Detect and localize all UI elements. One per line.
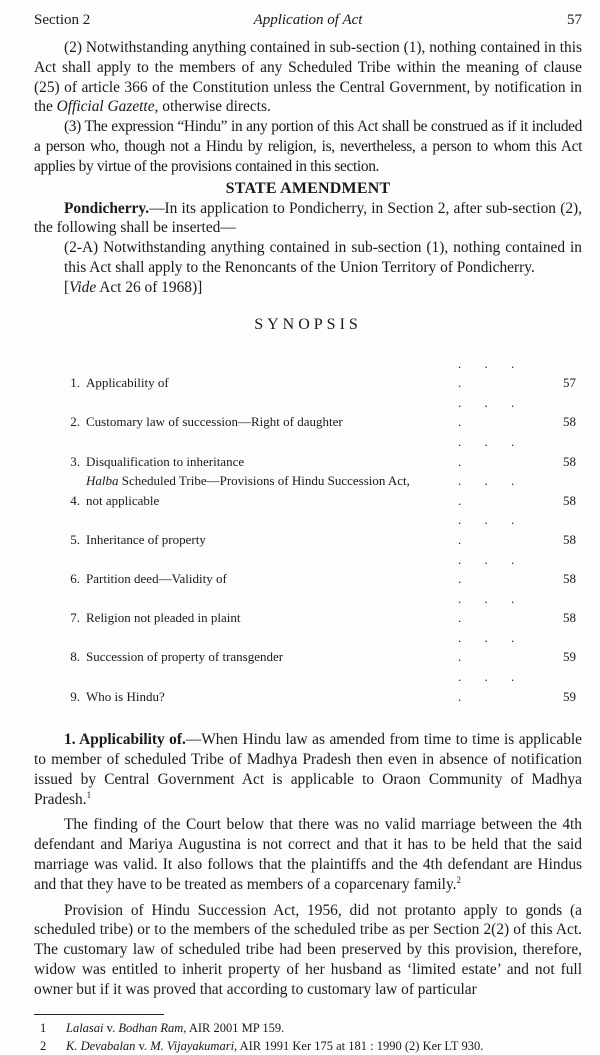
footnote-item: 1 Lalasai v. Bodhan Ram, AIR 2001 MP 159.	[40, 1020, 285, 1035]
synopsis-row: 2. Customary law of succession—Right of daughter . . . . 58	[70, 394, 576, 430]
synopsis-row: 5. Inheritance of property . . . . 58	[70, 512, 576, 547]
footnote-ref: 2	[456, 874, 461, 885]
footnotes	[34, 1019, 582, 1055]
paragraph-subsection-2: (2) Notwithstanding anything contained in sub-section (1), nothing contained in this Act shall apply to the members of any Scheduled Tribe within the meaning of clause (25) of article 366 of the Constitution unless the Central Government, by notification in the Official Gazette, otherwise directs.	[34, 39, 582, 116]
state-amendment-heading: STATE AMENDMENT	[225, 179, 391, 197]
paragraph-subsection-3: (3) The expression “Hindu” in any portion of this Act shall be construed as if it included a person who, though not a Hindu by religion, is, nevertheless, a person to whom this Act applies by virtue of the provisions contained in this section.	[34, 118, 582, 175]
body-paragraph-marriage: The finding of the Court below that there was no valid marriage between the 4th defendant and Mariya Augustina is not correct and that it has to be held that the said marriage was valid. It also follows that the plaintiffs and the 4th defendant are Hindus and that they have to be treated as members of a coparcenary family.$^2$	[34, 816, 582, 893]
header-page-number: 57	[567, 12, 582, 28]
body-paragraph-applicability: 1. Applicability of.—When Hindu law as amended from time to time is applicable to member of scheduled Tribe of Madhya Pradesh then even in absence of notification issued by Central Government Act is applicable to Oraon Community of Madhya Pradesh.$^1$	[34, 731, 582, 808]
synopsis-row: 7. Religion not pleaded in plaint . . . . 58	[70, 590, 576, 626]
synopsis-row: 4. Halba Scheduled Tribe—Provisions of Hindu Succession Act, not applicable . . . . 58	[70, 473, 576, 508]
synopsis-row: 6. Partition deed—Validity of . . . . 58	[70, 551, 576, 587]
synopsis-row: 1. Applicability of . . . . 57	[70, 355, 576, 391]
footnote-ref: 1	[86, 789, 92, 800]
footnote-divider	[34, 1014, 164, 1015]
running-header	[34, 12, 582, 38]
inserted-subsection-2a: (2-A) Notwithstanding anything contained in sub-section (1), nothing contained in this Act shall apply to the Renoncants of the Union Territory of Pondicherry. [Vide Act 26 of 1968)]	[64, 239, 582, 296]
synopsis-row: 8. Succession of property of transgender . . . . 59	[70, 629, 576, 665]
footnote-item: 2 K. Devabalan v. M. Vijayakumari, AIR 1991 Ker 175 at 181 : 1990 (2) Ker LT 930.	[40, 1038, 484, 1053]
synopsis-row: 9. Who is Hindu? . . . . 59	[70, 669, 576, 704]
synopsis-heading: SYNOPSIS	[254, 315, 362, 333]
header-section: Section 2	[34, 12, 91, 28]
synopsis-row: 3. Disqualification to inheritance . . . . 58	[70, 433, 576, 469]
pondicherry-paragraph: Pondicherry.—In its application to Pondicherry, in Section 2, after sub-section (2), the following shall be inserted—	[34, 199, 582, 237]
header-title: Application of Act	[253, 12, 363, 28]
body-paragraph-succession: Provision of Hindu Succession Act, 1956, did not protanto apply to gonds (a scheduled tribe) or to the members of the scheduled tribe as per Section 2(2) of this Act. The customary law of scheduled tribe had been preserved by this provision, therefore, widow was entitled to inherit property of her husband as ‘limited estate’ and not full owner but if it was proved that according to customary law of particular	[34, 901, 582, 998]
document-page	[34, 0, 582, 1055]
synopsis-table	[62, 354, 576, 707]
